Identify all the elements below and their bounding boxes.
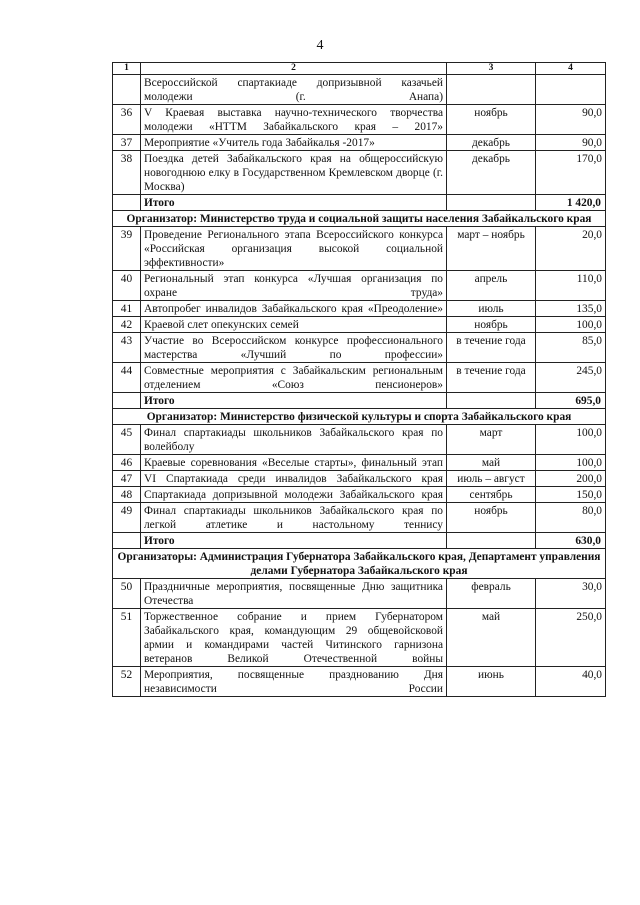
table-row bbox=[113, 271, 606, 301]
organizer-heading: Организатор: Министерство труда и социальной защиты населения Забайкальского края bbox=[113, 211, 606, 227]
event-period: ноябрь bbox=[447, 105, 536, 135]
organizer-row bbox=[113, 549, 606, 579]
page-number: 4 bbox=[316, 38, 324, 53]
organizer-row bbox=[113, 211, 606, 227]
organizer-row bbox=[113, 409, 606, 425]
event-description: Мероприятие «Учитель года Забайкалья -2017» bbox=[141, 135, 447, 151]
event-amount: 170,0 bbox=[536, 151, 606, 195]
event-period: февраль bbox=[447, 579, 536, 609]
row-number bbox=[113, 75, 141, 105]
event-period: в течение года bbox=[447, 333, 536, 363]
table-body bbox=[113, 63, 606, 697]
event-description: Краевой слет опекунских семей bbox=[141, 317, 447, 333]
total-row bbox=[113, 393, 606, 409]
event-description: Автопробег инвалидов Забайкальского края «Преодоление» bbox=[141, 301, 447, 317]
table-row bbox=[113, 609, 606, 667]
event-description: Праздничные мероприятия, посвященные Дню защитника Отечества bbox=[141, 579, 447, 609]
event-amount: 100,0 bbox=[536, 317, 606, 333]
total-spacer bbox=[113, 393, 141, 409]
event-period: июль bbox=[447, 301, 536, 317]
event-description: Спартакиада допризывной молодежи Забайкальского края bbox=[141, 487, 447, 503]
event-period: март – ноябрь bbox=[447, 227, 536, 271]
event-amount: 245,0 bbox=[536, 363, 606, 393]
table-row bbox=[113, 667, 606, 697]
event-description: Мероприятия, посвященные празднованию Дня независимости России bbox=[141, 667, 447, 697]
event-period: в течение года bbox=[447, 363, 536, 393]
row-number: 51 bbox=[113, 609, 141, 667]
event-amount: 40,0 bbox=[536, 667, 606, 697]
row-number: 44 bbox=[113, 363, 141, 393]
event-amount bbox=[536, 75, 606, 105]
event-period: июль – август bbox=[447, 471, 536, 487]
row-number: 48 bbox=[113, 487, 141, 503]
row-number: 41 bbox=[113, 301, 141, 317]
table-row bbox=[113, 301, 606, 317]
table-row bbox=[113, 455, 606, 471]
row-number: 50 bbox=[113, 579, 141, 609]
row-number: 40 bbox=[113, 271, 141, 301]
row-number: 43 bbox=[113, 333, 141, 363]
table-row bbox=[113, 151, 606, 195]
organizer-heading: Организатор: Министерство физической культуры и спорта Забайкальского края bbox=[113, 409, 606, 425]
row-number: 36 bbox=[113, 105, 141, 135]
event-amount: 80,0 bbox=[536, 503, 606, 533]
event-amount: 30,0 bbox=[536, 579, 606, 609]
event-amount: 135,0 bbox=[536, 301, 606, 317]
table-row bbox=[113, 227, 606, 271]
total-row bbox=[113, 195, 606, 211]
event-period: март bbox=[447, 425, 536, 455]
event-description: Торжественное собрание и прием Губернатором Забайкальского края, командующим 29 общевойсковой армии и командирами частей Читинского гарнизона ветеранов Великой Отечественной войны bbox=[141, 609, 447, 667]
event-period: апрель bbox=[447, 271, 536, 301]
column-header-4: 4 bbox=[536, 63, 606, 75]
table-row bbox=[113, 105, 606, 135]
event-amount: 150,0 bbox=[536, 487, 606, 503]
table-row bbox=[113, 425, 606, 455]
event-description: Совместные мероприятия с Забайкальским региональным отделением «Союз пенсионеров» bbox=[141, 363, 447, 393]
event-period: ноябрь bbox=[447, 317, 536, 333]
table-row bbox=[113, 579, 606, 609]
total-amount: 1 420,0 bbox=[536, 195, 606, 211]
column-header-1: 1 bbox=[113, 63, 141, 75]
event-amount: 90,0 bbox=[536, 135, 606, 151]
total-spacer bbox=[113, 195, 141, 211]
total-label: Итого bbox=[141, 393, 447, 409]
event-amount: 250,0 bbox=[536, 609, 606, 667]
table-row bbox=[113, 135, 606, 151]
total-spacer bbox=[447, 195, 536, 211]
event-description: Финал спартакиады школьников Забайкальского края по легкой атлетике и настольному теннису bbox=[141, 503, 447, 533]
event-period: сентябрь bbox=[447, 487, 536, 503]
row-number: 39 bbox=[113, 227, 141, 271]
event-description: Поездка детей Забайкальского края на общероссийскую новогоднюю елку в Государственном Кремлевском дворце (г. Москва) bbox=[141, 151, 447, 195]
table-row bbox=[113, 317, 606, 333]
event-description: Региональный этап конкурса «Лучшая организация по охране труда» bbox=[141, 271, 447, 301]
row-number: 52 bbox=[113, 667, 141, 697]
total-amount: 695,0 bbox=[536, 393, 606, 409]
organizer-heading: Организаторы: Администрация Губернатора Забайкальского края, Департамент управления делами Губернатора Забайкальского края bbox=[113, 549, 606, 579]
table-row bbox=[113, 333, 606, 363]
header-row bbox=[113, 63, 606, 75]
row-number: 38 bbox=[113, 151, 141, 195]
total-spacer bbox=[113, 533, 141, 549]
event-description: VI Спартакиада среди инвалидов Забайкальского края bbox=[141, 471, 447, 487]
row-number: 46 bbox=[113, 455, 141, 471]
event-description: Участие во Всероссийском конкурсе профессионального мастерства «Лучший по профессии» bbox=[141, 333, 447, 363]
column-header-2: 2 bbox=[141, 63, 447, 75]
total-spacer bbox=[447, 533, 536, 549]
table-row bbox=[113, 363, 606, 393]
event-period: май bbox=[447, 455, 536, 471]
event-period bbox=[447, 75, 536, 105]
total-label: Итого bbox=[141, 533, 447, 549]
total-amount: 630,0 bbox=[536, 533, 606, 549]
row-number: 49 bbox=[113, 503, 141, 533]
table-row bbox=[113, 75, 606, 105]
event-period: ноябрь bbox=[447, 503, 536, 533]
event-period: декабрь bbox=[447, 151, 536, 195]
event-period: июнь bbox=[447, 667, 536, 697]
event-period: декабрь bbox=[447, 135, 536, 151]
row-number: 37 bbox=[113, 135, 141, 151]
row-number: 45 bbox=[113, 425, 141, 455]
event-period: май bbox=[447, 609, 536, 667]
event-description: Всероссийской спартакиаде допризывной казачьей молодежи (г. Анапа) bbox=[141, 75, 447, 105]
row-number: 42 bbox=[113, 317, 141, 333]
events-table bbox=[112, 62, 606, 697]
event-amount: 110,0 bbox=[536, 271, 606, 301]
total-row bbox=[113, 533, 606, 549]
row-number: 47 bbox=[113, 471, 141, 487]
event-description: Финал спартакиады школьников Забайкальского края по волейболу bbox=[141, 425, 447, 455]
table-row bbox=[113, 471, 606, 487]
event-amount: 85,0 bbox=[536, 333, 606, 363]
event-amount: 100,0 bbox=[536, 455, 606, 471]
event-amount: 200,0 bbox=[536, 471, 606, 487]
event-description: V Краевая выставка научно-технического творчества молодежи «НТТМ Забайкальского края – 2017» bbox=[141, 105, 447, 135]
total-spacer bbox=[447, 393, 536, 409]
event-amount: 20,0 bbox=[536, 227, 606, 271]
event-amount: 100,0 bbox=[536, 425, 606, 455]
total-label: Итого bbox=[141, 195, 447, 211]
column-header-3: 3 bbox=[447, 63, 536, 75]
table-row bbox=[113, 503, 606, 533]
event-description: Проведение Регионального этапа Всероссийского конкурса «Российская организация высокой социальной эффективности» bbox=[141, 227, 447, 271]
table-row bbox=[113, 487, 606, 503]
event-amount: 90,0 bbox=[536, 105, 606, 135]
event-description: Краевые соревнования «Веселые старты», финальный этап bbox=[141, 455, 447, 471]
